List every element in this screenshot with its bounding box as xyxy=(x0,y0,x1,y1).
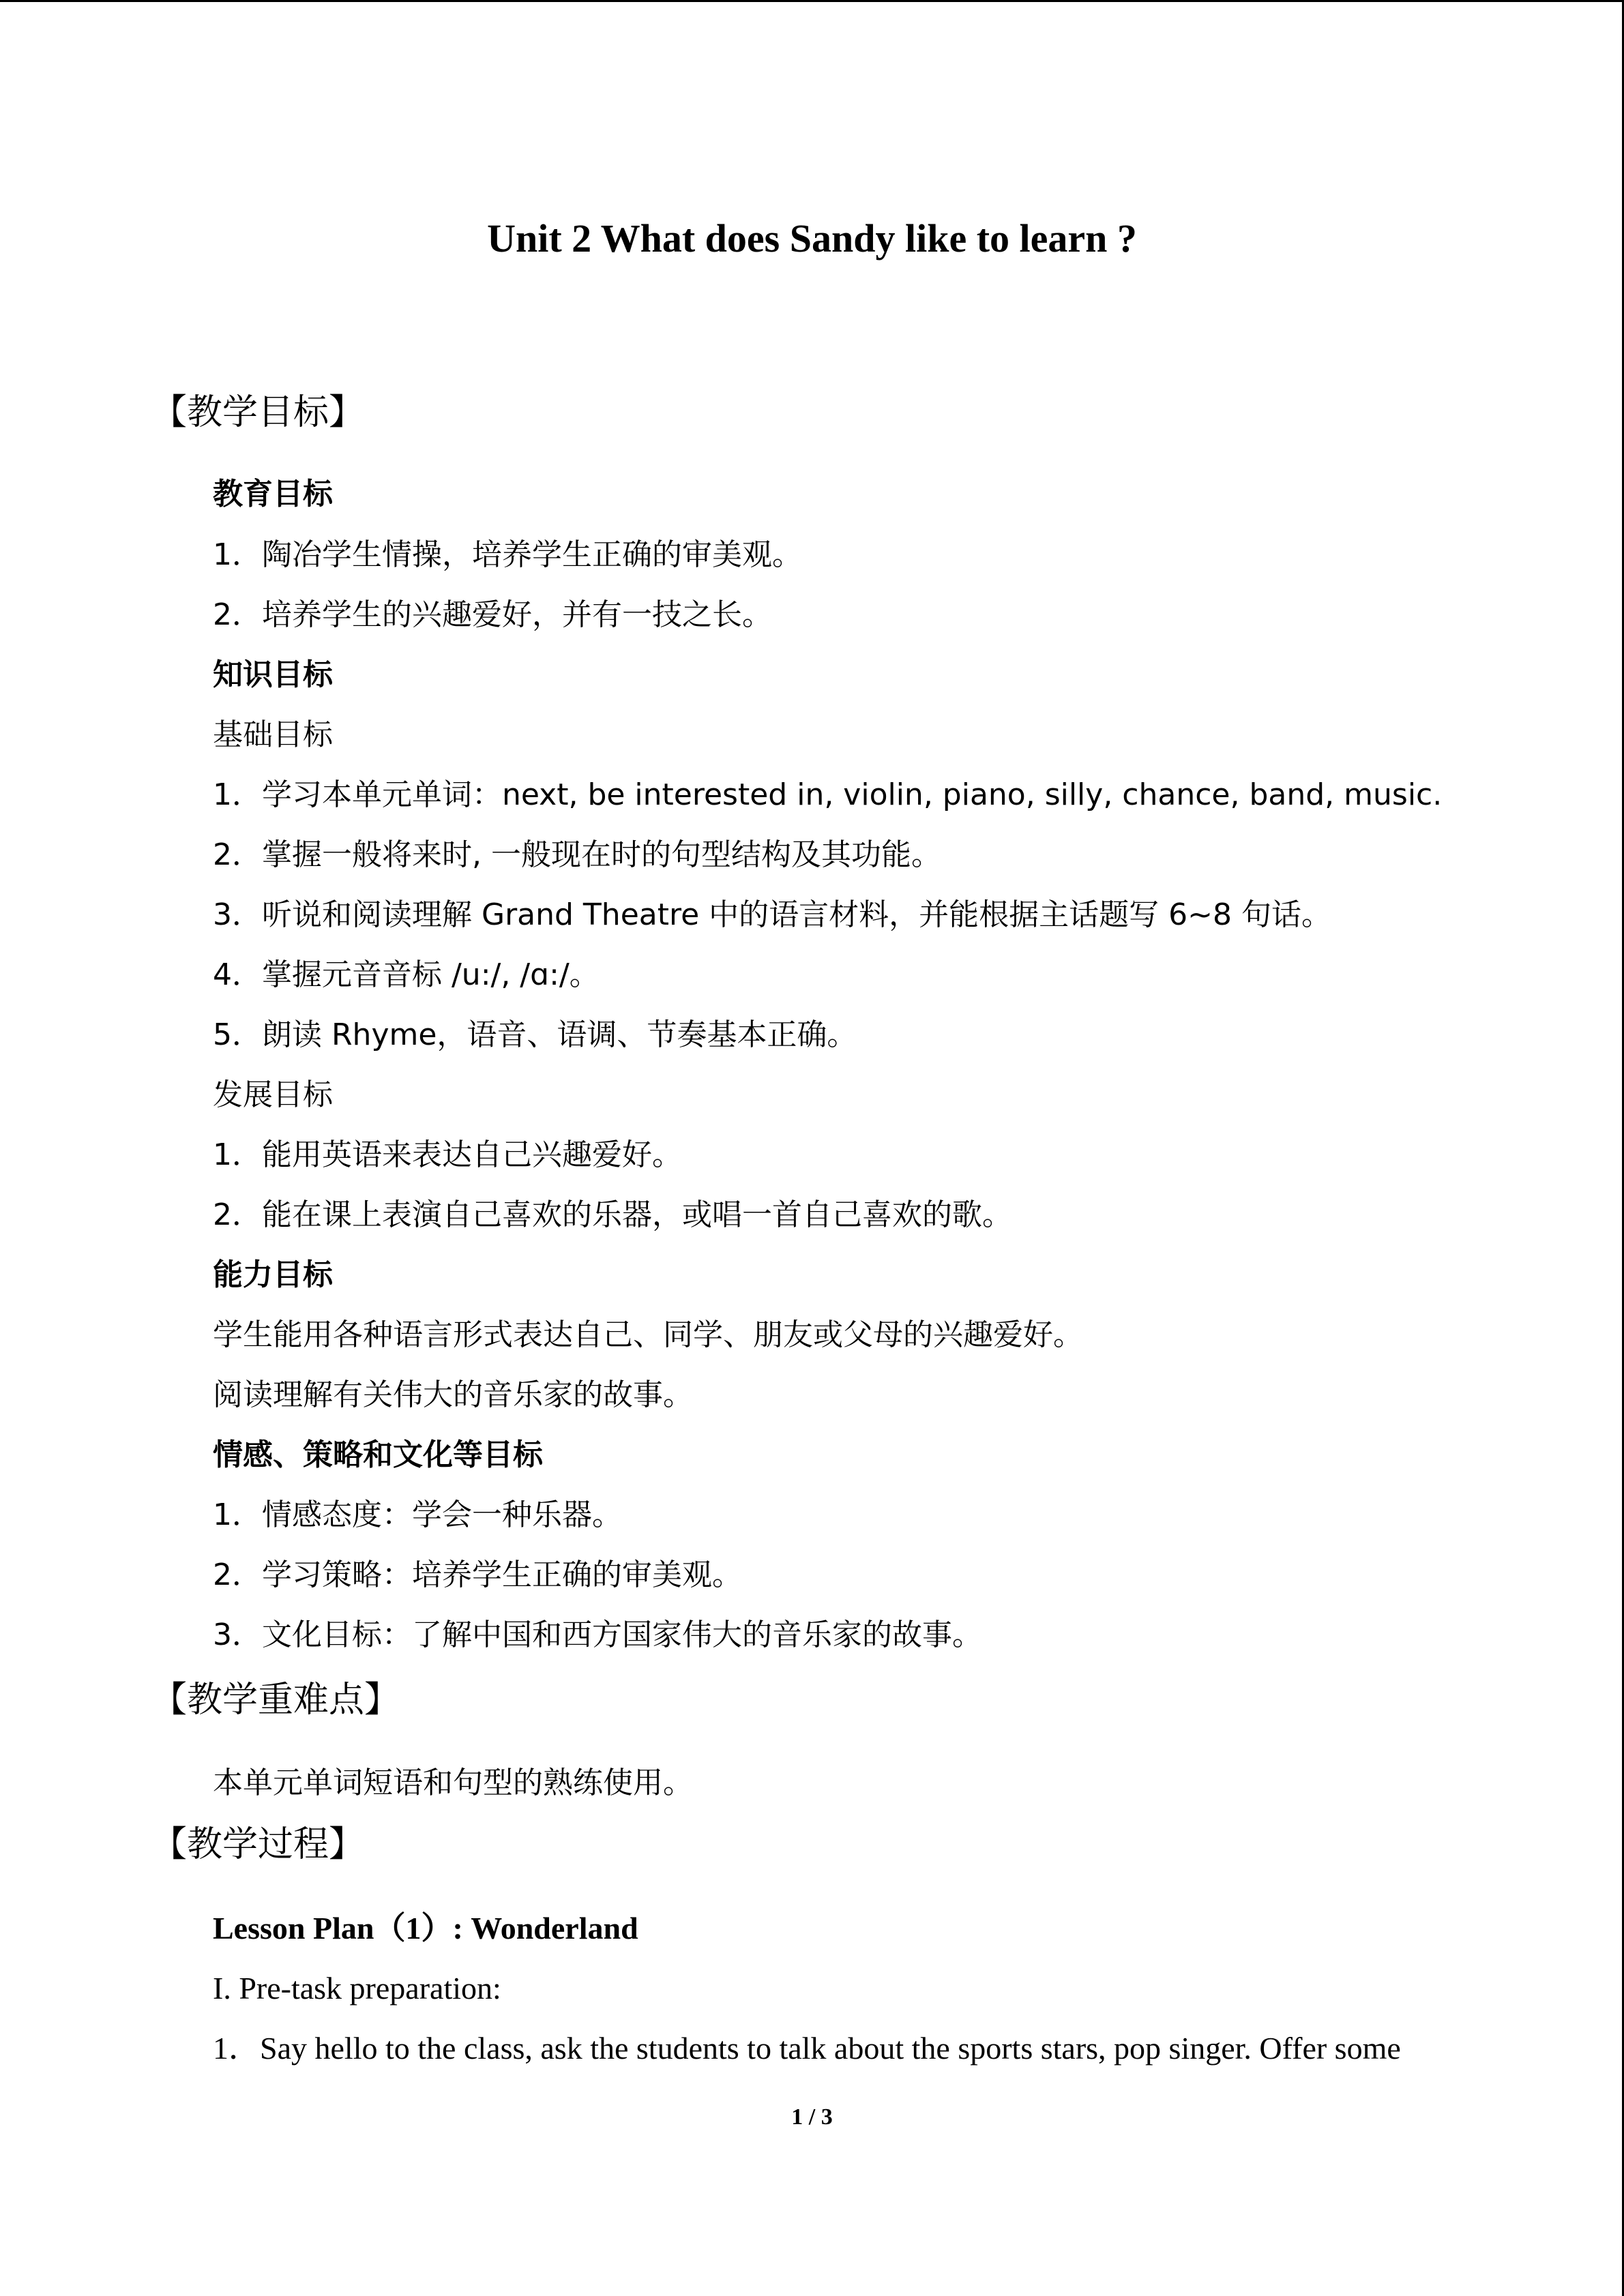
development-goals-heading: 发展目标 xyxy=(213,1077,333,1112)
key-points-text: 本单元单词短语和句型的熟练使用。 xyxy=(213,1765,693,1800)
emotion-goal-item: 3．文化目标：了解中国和西方国家伟大的音乐家的故事。 xyxy=(213,1617,982,1652)
emotion-goal-item: 1．情感态度：学会一种乐器。 xyxy=(213,1497,622,1532)
development-goal-item: 1．能用英语来表达自己兴趣爱好。 xyxy=(213,1137,682,1172)
basic-goal-item: 3．听说和阅读理解 Grand Theatre 中的语言材料，并能根据主话题写 6~8 句话。 xyxy=(213,897,1331,932)
ability-goals-heading: 能力目标 xyxy=(213,1257,333,1292)
education-goals-heading: 教育目标 xyxy=(213,477,333,511)
basic-goal-item: 2．掌握一般将来时, 一般现在时的句型结构及其功能。 xyxy=(213,837,941,872)
education-goal-item: 1．陶冶学生情操，培养学生正确的审美观。 xyxy=(213,537,802,572)
section-heading-process: 【教学过程】 xyxy=(151,1824,365,1865)
emotion-goal-item: 2．学习策略：培养学生正确的审美观。 xyxy=(213,1557,742,1592)
emotion-goals-heading: 情感、策略和文化等目标 xyxy=(213,1437,543,1472)
pre-task-item: 1．Say hello to the class, ask the students to talk about the sports stars, pop singer. Offer some xyxy=(213,2031,1401,2066)
pre-task-heading: I. Pre-task preparation: xyxy=(213,1971,501,2006)
page-border-top xyxy=(0,0,1624,2)
lesson-plan-title: Lesson Plan（1）: Wonderland xyxy=(213,1911,638,1945)
basic-goal-item: 1．学习本单元单词：next, be interested in, violin, piano, silly, chance, band, music. xyxy=(213,777,1443,812)
knowledge-goals-heading: 知识目标 xyxy=(213,657,333,692)
section-heading-key-points: 【教学重难点】 xyxy=(151,1680,400,1720)
page-number: 1 / 3 xyxy=(791,2104,833,2130)
basic-goal-item: 5．朗读 Rhyme，语音、语调、节奏基本正确。 xyxy=(213,1017,857,1052)
document-title: Unit 2 What does Sandy like to learn ? xyxy=(487,216,1137,260)
basic-goal-item: 4．掌握元音音标 /u:/, /ɑ:/。 xyxy=(213,957,600,992)
ability-goal-item: 阅读理解有关伟大的音乐家的故事。 xyxy=(213,1377,693,1412)
section-heading-goals: 【教学目标】 xyxy=(151,392,365,433)
basic-goals-heading: 基础目标 xyxy=(213,717,333,752)
education-goal-item: 2．培养学生的兴趣爱好，并有一技之长。 xyxy=(213,597,772,632)
development-goal-item: 2．能在课上表演自己喜欢的乐器，或唱一首自己喜欢的歌。 xyxy=(213,1197,1012,1232)
ability-goal-item: 学生能用各种语言形式表达自己、同学、朋友或父母的兴趣爱好。 xyxy=(213,1317,1083,1352)
